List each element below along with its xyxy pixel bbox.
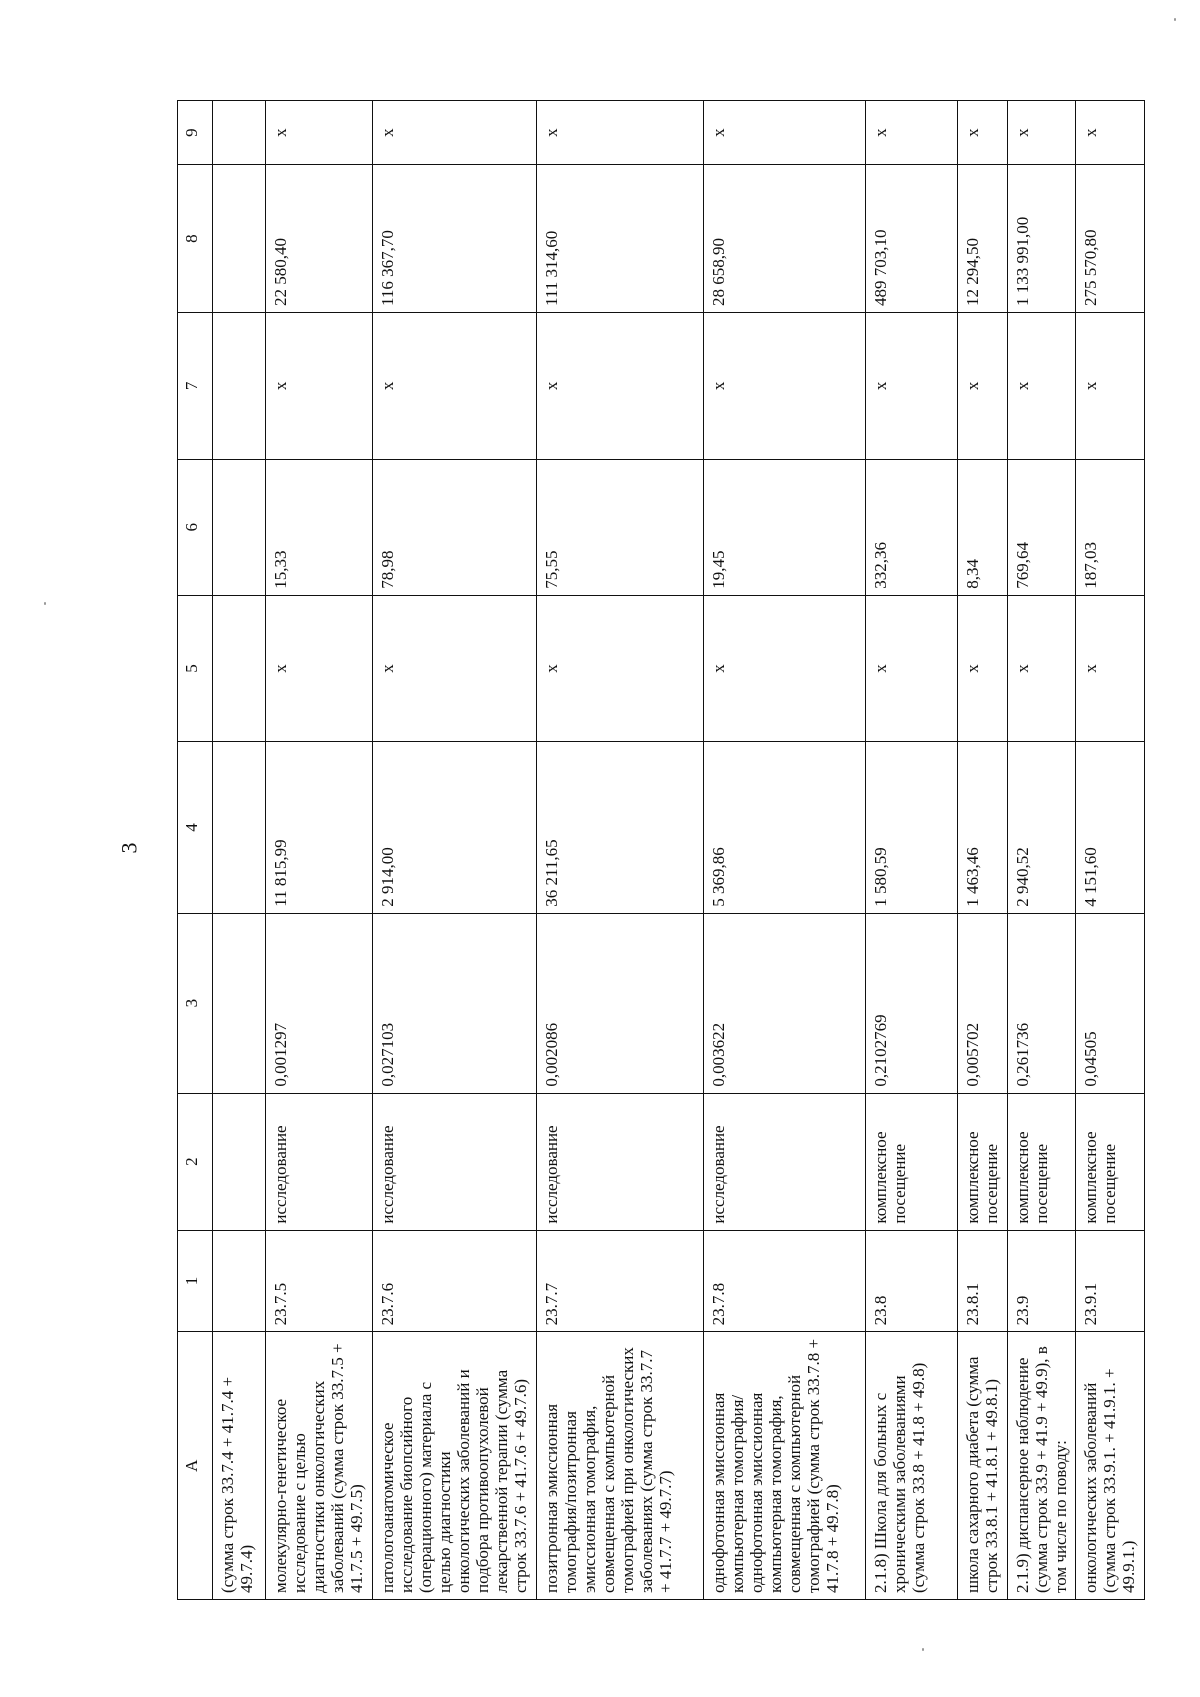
table-cell: 1 133 991,00 [1007,165,1076,313]
table-cell: 28 658,90 [704,165,865,313]
table-cell: x [865,101,958,165]
scan-speck [1174,18,1176,21]
table-cell: 11 815,99 [265,742,372,913]
table-cell: 22 580,40 [265,165,372,313]
table-cell: 23.7.5 [265,1230,372,1332]
table-cell: исследование [265,1093,372,1230]
table-cell: 111 314,60 [536,165,703,313]
table-row [536,101,703,1600]
table-cell: 0,001297 [265,913,372,1093]
table-cell: 36 211,65 [536,742,703,913]
row-name-cell: позитронная эмиссионная томография/позитронная эмиссионная томография, совмещенная с компьютерной томографией при онкологических заболеваниях (сумма строк 33.7.7 + 41.7.7 + 49.7.7) [536,1332,703,1600]
page-number: 3 [116,842,142,854]
table-cell: x [1076,101,1145,165]
table-cell: x [958,595,1007,742]
table-cell [213,459,265,595]
table-cell: 489 703,10 [865,165,958,313]
column-header: 5 [178,595,213,742]
table-cell: x [1007,313,1076,460]
table-cell: 8,34 [958,459,1007,595]
table-cell: 15,33 [265,459,372,595]
table-cell [213,165,265,313]
table-row [1076,101,1145,1600]
table-cell: 23.7.7 [536,1230,703,1332]
table-cell: x [1076,595,1145,742]
table-cell: x [536,595,703,742]
table-cell: исследование [372,1093,536,1230]
table-cell: 23.8 [865,1230,958,1332]
table-cell: 23.7.6 [372,1230,536,1332]
table-cell: x [1007,101,1076,165]
table-cell: 0,261736 [1007,913,1076,1093]
table-cell: 23.9 [1007,1230,1076,1332]
table-cell: 4 151,60 [1076,742,1145,913]
table-cell: x [704,595,865,742]
table-cell: 5 369,86 [704,742,865,913]
table-cell: 0,005702 [958,913,1007,1093]
row-name-cell: школа сахарного диабета (сумма строк 33.8.1 + 41.8.1 + 49.8.1) [958,1332,1007,1600]
scan-speck [922,1648,924,1651]
table-cell: 0,2102769 [865,913,958,1093]
table-cell: 75,55 [536,459,703,595]
table-cell: x [958,313,1007,460]
table-cell [213,101,265,165]
table-cell: x [372,101,536,165]
table-cell [213,595,265,742]
table-row [372,101,536,1600]
column-header: 1 [178,1230,213,1332]
table-cell: 2 940,52 [1007,742,1076,913]
column-header: 8 [178,165,213,313]
column-header: А [178,1332,213,1600]
table-cell: исследование [536,1093,703,1230]
table-cell: x [372,313,536,460]
table-row [865,101,958,1600]
table-cell: 275 570,80 [1076,165,1145,313]
table-header-row [178,101,213,1600]
table-cell: x [265,313,372,460]
table-cell: x [265,101,372,165]
table-cell: 1 580,59 [865,742,958,913]
row-name-cell: молекулярно-генетическое исследование с целью диагностики онкологических заболеваний (сумма строк 33.7.5 + 41.7.5 + 49.7.5) [265,1332,372,1600]
table-cell: комплексное посещение [865,1093,958,1230]
table-row [704,101,865,1600]
row-name-cell: однофотонная эмиссионная компьютерная томография/ однофотонная эмиссионная компьютерная томография, совмещенная с компьютерной томографией (сумма строк 33.7.8 + 41.7.8 + 49.7.8) [704,1332,865,1600]
table-cell: исследование [704,1093,865,1230]
table-cell: 0,002086 [536,913,703,1093]
column-header: 7 [178,313,213,460]
table-cell: 23.8.1 [958,1230,1007,1332]
table-row [265,101,372,1600]
table-cell: 2 914,00 [372,742,536,913]
table-cell: x [1076,313,1145,460]
table-cell: x [536,101,703,165]
scan-speck [44,602,46,605]
row-name-cell: онкологических заболеваний (сумма строк 33.9.1. + 41.9.1. + 49.9.1.) [1076,1332,1145,1600]
row-name-cell: патологоанатомическое исследование биопсийного (операционного) материала с целью диагностики онкологических заболеваний и подбора противоопухолевой лекарственной терапии (сумма строк 33.7.6 + 41.7.6 + 49.7.6) [372,1332,536,1600]
table-row [213,101,265,1600]
table-cell: 116 367,70 [372,165,536,313]
column-header: 2 [178,1093,213,1230]
table-cell: 78,98 [372,459,536,595]
table-cell: x [865,313,958,460]
column-header: 3 [178,913,213,1093]
table-cell: x [958,101,1007,165]
table-row [1007,101,1076,1600]
table-cell: 23.7.8 [704,1230,865,1332]
tariff-table [177,100,1145,1600]
table-cell: 332,36 [865,459,958,595]
table-cell [213,742,265,913]
table-cell: 0,027103 [372,913,536,1093]
row-name-cell: 2.1.8) Школа для больных с хроническими заболеваниями (сумма строк 33.8 + 41.8 + 49.8) [865,1332,958,1600]
table-cell: x [865,595,958,742]
table-cell: 12 294,50 [958,165,1007,313]
table-cell: 19,45 [704,459,865,595]
table-cell: x [704,101,865,165]
table-cell [213,1093,265,1230]
table-cell: комплексное посещение [1076,1093,1145,1230]
table-cell [213,913,265,1093]
column-header: 6 [178,459,213,595]
table-cell: 769,64 [1007,459,1076,595]
column-header: 9 [178,101,213,165]
row-name-cell: 2.1.9) диспансерное наблюдение (сумма строк 33.9 + 41.9 + 49.9), в том числе по поводу: [1007,1332,1076,1600]
table-cell: 0,003622 [704,913,865,1093]
rotated-table-container [177,100,1145,1600]
table-row [958,101,1007,1600]
table-cell: комплексное посещение [1007,1093,1076,1230]
table-cell: x [372,595,536,742]
column-header: 4 [178,742,213,913]
row-name-cell: (сумма строк 33.7.4 + 41.7.4 + 49.7.4) [213,1332,265,1600]
table-cell: x [1007,595,1076,742]
table-cell: x [704,313,865,460]
table-cell: x [265,595,372,742]
table-cell: x [536,313,703,460]
table-cell: 23.9.1 [1076,1230,1145,1332]
table-cell [213,1230,265,1332]
table-cell: 187,03 [1076,459,1145,595]
table-cell: комплексное посещение [958,1093,1007,1230]
table-cell: 0,04505 [1076,913,1145,1093]
table-cell [213,313,265,460]
table-cell: 1 463,46 [958,742,1007,913]
